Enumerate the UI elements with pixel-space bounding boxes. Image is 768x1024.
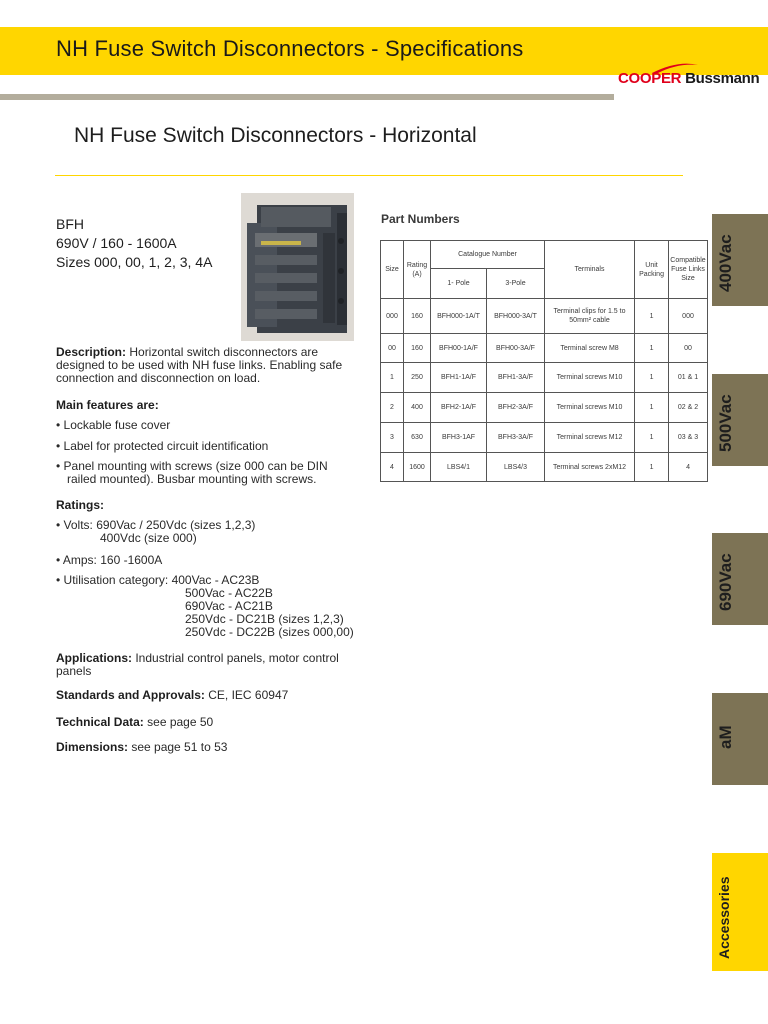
cell-unit: 1 bbox=[635, 453, 669, 482]
header-compatible: Compatible Fuse Links Size bbox=[669, 241, 708, 299]
cell-unit: 1 bbox=[635, 299, 669, 334]
cell-rating: 630 bbox=[404, 423, 431, 453]
cell-1-pole: BFH000-1A/T bbox=[431, 299, 487, 334]
cell-terminals: Terminal clips for 1.5 to 50mm² cable bbox=[545, 299, 635, 334]
cell-unit: 1 bbox=[635, 334, 669, 363]
cell-size: 3 bbox=[381, 423, 404, 453]
cell-rating: 400 bbox=[404, 393, 431, 423]
utilisation-line: 500Vac - AC22B bbox=[185, 586, 273, 600]
cell-3-pole: BFH2-3A/F bbox=[487, 393, 545, 423]
cell-size: 1 bbox=[381, 363, 404, 393]
cell-compat: 03 & 3 bbox=[669, 423, 708, 453]
ratings-heading: Ratings: bbox=[56, 498, 104, 512]
cell-compat: 4 bbox=[669, 453, 708, 482]
side-tab-400vac[interactable] bbox=[712, 214, 768, 306]
side-tab-am[interactable] bbox=[712, 693, 768, 785]
applications-line2: panels bbox=[56, 664, 92, 678]
logo-bussmann: Bussmann bbox=[685, 70, 760, 87]
cell-unit: 1 bbox=[635, 393, 669, 423]
feature-item: • Panel mounting with screws (size 000 can be DIN bbox=[56, 459, 328, 473]
table-header-row bbox=[381, 241, 708, 269]
ratings-volts: • Volts: 690Vac / 250Vdc (sizes 1,2,3) bbox=[56, 518, 256, 532]
cell-3-pole: LBS4/3 bbox=[487, 453, 545, 482]
product-sizes: Sizes 000, 00, 1, 2, 3, 4A bbox=[56, 254, 213, 270]
header-rating: Rating (A) bbox=[404, 241, 431, 299]
applications-para bbox=[56, 652, 339, 678]
cell-compat: 00 bbox=[669, 334, 708, 363]
technical-value: see page 50 bbox=[143, 715, 214, 729]
cell-1-pole: BFH3-1AF bbox=[431, 423, 487, 453]
product-code: BFH bbox=[56, 216, 84, 232]
header-rule-gap bbox=[614, 94, 768, 100]
dimensions-label: Dimensions: bbox=[56, 740, 129, 754]
logo-cooper: COOPER bbox=[618, 70, 682, 87]
standards-value: CE, IEC 60947 bbox=[204, 688, 289, 702]
cell-rating: 250 bbox=[404, 363, 431, 393]
cell-terminals: Terminal screws M10 bbox=[545, 363, 635, 393]
utilisation-line: 690Vac - AC21B bbox=[185, 599, 273, 613]
cell-rating: 1600 bbox=[404, 453, 431, 482]
side-tab-label: 500Vac bbox=[716, 394, 735, 452]
table-row bbox=[381, 334, 708, 363]
cell-rating: 160 bbox=[404, 299, 431, 334]
cell-3-pole: BFH3-3A/F bbox=[487, 423, 545, 453]
header-unit-packing: Unit Packing bbox=[635, 241, 669, 299]
cell-unit: 1 bbox=[635, 423, 669, 453]
ratings-utilisation: • Utilisation category: 400Vac - AC23B bbox=[56, 573, 260, 587]
feature-item: • Label for protected circuit identification bbox=[56, 439, 269, 453]
header-3-pole: 3-Pole bbox=[487, 269, 545, 299]
table-row bbox=[381, 453, 708, 482]
fuse-switch-illustration bbox=[241, 193, 354, 341]
applications-line1: Industrial control panels, motor control bbox=[132, 651, 339, 665]
technical-para bbox=[56, 716, 213, 729]
title-rule bbox=[55, 175, 683, 176]
cell-1-pole: LBS4/1 bbox=[431, 453, 487, 482]
description-line1: Horizontal switch disconnectors are bbox=[126, 345, 319, 359]
part-numbers-heading: Part Numbers bbox=[381, 212, 460, 226]
cell-3-pole: BFH000-3A/T bbox=[487, 299, 545, 334]
logo-text bbox=[618, 70, 759, 87]
side-tab-690vac[interactable] bbox=[712, 533, 768, 625]
cell-size: 4 bbox=[381, 453, 404, 482]
header-catalogue: Catalogue Number bbox=[431, 241, 545, 269]
cell-terminals: Terminal screw M8 bbox=[545, 334, 635, 363]
standards-para bbox=[56, 689, 288, 702]
header-size: Size bbox=[381, 241, 404, 299]
description-label: Description: bbox=[56, 345, 127, 359]
standards-label: Standards and Approvals: bbox=[56, 688, 205, 702]
table-row bbox=[381, 393, 708, 423]
description-line3: connection and disconnection on load. bbox=[56, 371, 261, 385]
utilisation-line: 250Vdc - DC22B (sizes 000,00) bbox=[185, 625, 354, 639]
applications-label: Applications: bbox=[56, 651, 133, 665]
cell-unit: 1 bbox=[635, 363, 669, 393]
cell-size: 2 bbox=[381, 393, 404, 423]
side-tab-label: aM bbox=[716, 725, 735, 749]
cell-1-pole: BFH2-1A/F bbox=[431, 393, 487, 423]
cell-3-pole: BFH00-3A/F bbox=[487, 334, 545, 363]
table-row bbox=[381, 363, 708, 393]
features-heading: Main features are: bbox=[56, 398, 159, 412]
cell-size: 000 bbox=[381, 299, 404, 334]
cell-3-pole: BFH1-3A/F bbox=[487, 363, 545, 393]
header-title: NH Fuse Switch Disconnectors - Specifications bbox=[56, 36, 524, 61]
side-tab-label: Accessories bbox=[716, 876, 732, 959]
feature-item-continued: railed mounted). Busbar mounting with screws. bbox=[67, 472, 317, 486]
page-title: NH Fuse Switch Disconnectors - Horizontal bbox=[74, 124, 477, 147]
cell-terminals: Terminal screws M10 bbox=[545, 393, 635, 423]
side-tab-accessories[interactable] bbox=[712, 853, 768, 971]
table-row bbox=[381, 299, 708, 334]
cell-compat: 01 & 1 bbox=[669, 363, 708, 393]
side-tab-label: 400Vac bbox=[716, 234, 735, 292]
cooper-bussmann-logo bbox=[612, 62, 768, 94]
utilisation-line: 250Vdc - DC21B (sizes 1,2,3) bbox=[185, 612, 344, 626]
side-tab-label: 690Vac bbox=[716, 553, 735, 611]
product-rating: 690V / 160 - 1600A bbox=[56, 235, 177, 251]
cell-1-pole: BFH00-1A/F bbox=[431, 334, 487, 363]
product-heading bbox=[56, 215, 212, 272]
part-numbers-table bbox=[380, 240, 708, 482]
product-image bbox=[241, 193, 354, 341]
cell-compat: 02 & 2 bbox=[669, 393, 708, 423]
table-row bbox=[381, 423, 708, 453]
ratings-amps: • Amps: 160 -1600A bbox=[56, 553, 163, 567]
description-para bbox=[56, 346, 342, 385]
ratings-volts-line2: 400Vdc (size 000) bbox=[100, 531, 197, 545]
cell-rating: 160 bbox=[404, 334, 431, 363]
header-1-pole: 1- Pole bbox=[431, 269, 487, 299]
side-tab-500vac[interactable] bbox=[712, 374, 768, 466]
header-terminals: Terminals bbox=[545, 241, 635, 299]
cell-terminals: Terminal screws 2xM12 bbox=[545, 453, 635, 482]
cell-1-pole: BFH1-1A/F bbox=[431, 363, 487, 393]
cell-compat: 000 bbox=[669, 299, 708, 334]
cell-terminals: Terminal screws M12 bbox=[545, 423, 635, 453]
dimensions-value: see page 51 to 53 bbox=[128, 740, 228, 754]
description-line2: designed to be used with NH fuse links. Enabling safe bbox=[56, 358, 343, 372]
dimensions-para bbox=[56, 741, 227, 754]
cell-size: 00 bbox=[381, 334, 404, 363]
technical-label: Technical Data: bbox=[56, 715, 144, 729]
feature-item: • Lockable fuse cover bbox=[56, 418, 171, 432]
